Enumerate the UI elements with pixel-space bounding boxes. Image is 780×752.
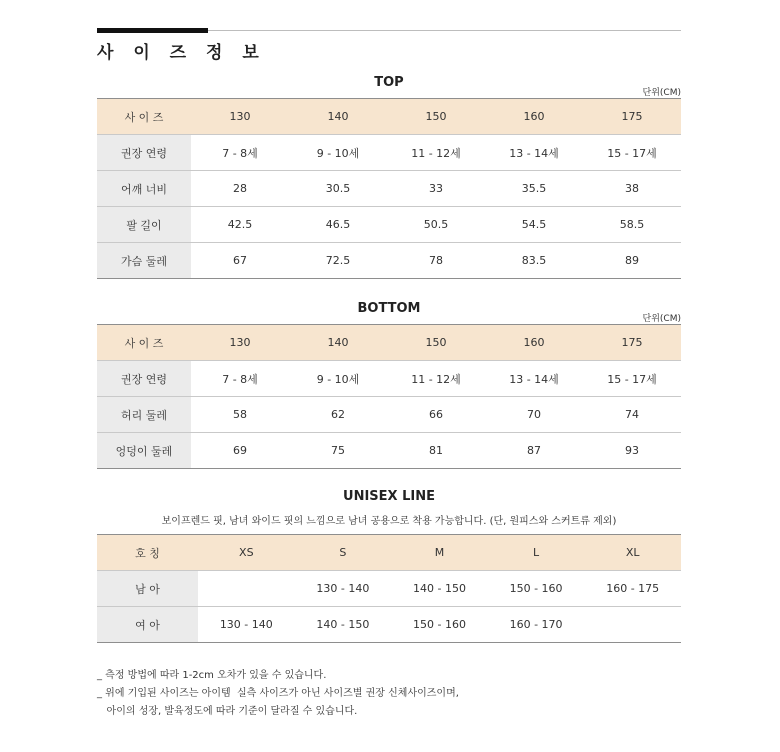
row-label: 권장 연령 — [97, 135, 191, 171]
table-cell: 11 - 12세 — [387, 361, 485, 397]
table-cell: 150 - 160 — [391, 607, 488, 643]
table-row — [97, 243, 681, 279]
table-cell — [198, 571, 295, 607]
bottom-unit-label: 단위(CM) — [642, 314, 681, 324]
table-cell: 15 - 17세 — [583, 361, 681, 397]
table-cell: 54.5 — [485, 207, 583, 243]
table-cell: 50.5 — [387, 207, 485, 243]
table-row — [97, 433, 681, 469]
row-label: 가슴 둘레 — [97, 243, 191, 279]
table-cell: 67 — [191, 243, 289, 279]
column-header: 175 — [583, 99, 681, 135]
table-header-row — [97, 325, 681, 361]
table-cell: 13 - 14세 — [485, 135, 583, 171]
table-cell: 58.5 — [583, 207, 681, 243]
table-cell: 150 - 160 — [488, 571, 585, 607]
table-cell: 75 — [289, 433, 387, 469]
row-label: 사 이 즈 — [97, 325, 191, 361]
table-cell: 33 — [387, 171, 485, 207]
row-label: 어깨 너비 — [97, 171, 191, 207]
table-cell: 13 - 14세 — [485, 361, 583, 397]
row-label: 권장 연령 — [97, 361, 191, 397]
table-cell: 140 - 150 — [391, 571, 488, 607]
table-cell: 89 — [583, 243, 681, 279]
table-cell: 7 - 8세 — [191, 361, 289, 397]
top-size-table — [97, 98, 681, 279]
table-cell: 72.5 — [289, 243, 387, 279]
table-row — [97, 135, 681, 171]
footnote: _ 측정 방법에 따라 1-2cm 오차가 있을 수 있습니다. — [97, 670, 327, 681]
column-header: 140 — [289, 99, 387, 135]
row-label: 허리 둘레 — [97, 397, 191, 433]
table-cell: 7 - 8세 — [191, 135, 289, 171]
header-accent-bar — [97, 28, 208, 33]
bottom-section-title: BOTTOM — [357, 301, 421, 316]
unisex-section-title: UNISEX LINE — [343, 489, 435, 504]
table-cell: 15 - 17세 — [583, 135, 681, 171]
column-header: 130 — [191, 325, 289, 361]
top-section-title: TOP — [374, 75, 404, 90]
table-cell: 140 - 150 — [295, 607, 392, 643]
table-cell: 58 — [191, 397, 289, 433]
table-cell: 28 — [191, 171, 289, 207]
table-cell: 87 — [485, 433, 583, 469]
top-unit-label: 단위(CM) — [642, 88, 681, 98]
table-cell: 11 - 12세 — [387, 135, 485, 171]
table-cell: 46.5 — [289, 207, 387, 243]
table-row — [97, 207, 681, 243]
column-header: 160 — [485, 325, 583, 361]
table-cell: 30.5 — [289, 171, 387, 207]
row-label: 팔 길이 — [97, 207, 191, 243]
footnote: 아이의 성장, 발육정도에 따라 기준이 달라질 수 있습니다. — [97, 706, 358, 717]
row-label: 여 아 — [97, 607, 198, 643]
table-cell: 160 - 170 — [488, 607, 585, 643]
table-header-row — [97, 99, 681, 135]
table-cell: 81 — [387, 433, 485, 469]
table-row — [97, 571, 681, 607]
column-header: S — [295, 535, 392, 571]
column-header: M — [391, 535, 488, 571]
table-cell: 9 - 10세 — [289, 135, 387, 171]
column-header: 150 — [387, 325, 485, 361]
unisex-size-table — [97, 534, 681, 643]
table-cell: 93 — [583, 433, 681, 469]
column-header: 175 — [583, 325, 681, 361]
table-cell: 66 — [387, 397, 485, 433]
table-cell: 38 — [583, 171, 681, 207]
table-cell: 74 — [583, 397, 681, 433]
column-header: 140 — [289, 325, 387, 361]
table-cell: 35.5 — [485, 171, 583, 207]
column-header: 160 — [485, 99, 583, 135]
table-cell: 130 - 140 — [198, 607, 295, 643]
column-header: XL — [584, 535, 681, 571]
footnotes — [97, 667, 459, 721]
bottom-size-table — [97, 324, 681, 469]
table-header-row — [97, 535, 681, 571]
column-header: L — [488, 535, 585, 571]
table-row — [97, 361, 681, 397]
table-cell: 78 — [387, 243, 485, 279]
footnote: _ 위에 기입된 사이즈는 아이템 실측 사이즈가 아닌 사이즈별 권장 신체사이즈이며, — [97, 688, 459, 699]
unisex-note: 보이프렌드 핏, 남녀 와이드 핏의 느낌으로 남녀 공용으로 착용 가능합니다. (단, 원피스와 스커트류 제외) — [161, 516, 617, 527]
table-cell: 160 - 175 — [584, 571, 681, 607]
table-cell: 70 — [485, 397, 583, 433]
table-cell: 69 — [191, 433, 289, 469]
table-cell — [584, 607, 681, 643]
row-label: 엉덩이 둘레 — [97, 433, 191, 469]
column-header: 150 — [387, 99, 485, 135]
table-cell: 130 - 140 — [295, 571, 392, 607]
table-cell: 9 - 10세 — [289, 361, 387, 397]
row-label: 사 이 즈 — [97, 99, 191, 135]
column-header: 130 — [191, 99, 289, 135]
table-row — [97, 171, 681, 207]
table-row — [97, 607, 681, 643]
row-label: 호 칭 — [97, 535, 198, 571]
column-header: XS — [198, 535, 295, 571]
row-label: 남 아 — [97, 571, 198, 607]
page-title: 사 이 즈 정 보 — [97, 43, 266, 63]
table-cell: 42.5 — [191, 207, 289, 243]
table-cell: 62 — [289, 397, 387, 433]
table-cell: 83.5 — [485, 243, 583, 279]
table-row — [97, 397, 681, 433]
